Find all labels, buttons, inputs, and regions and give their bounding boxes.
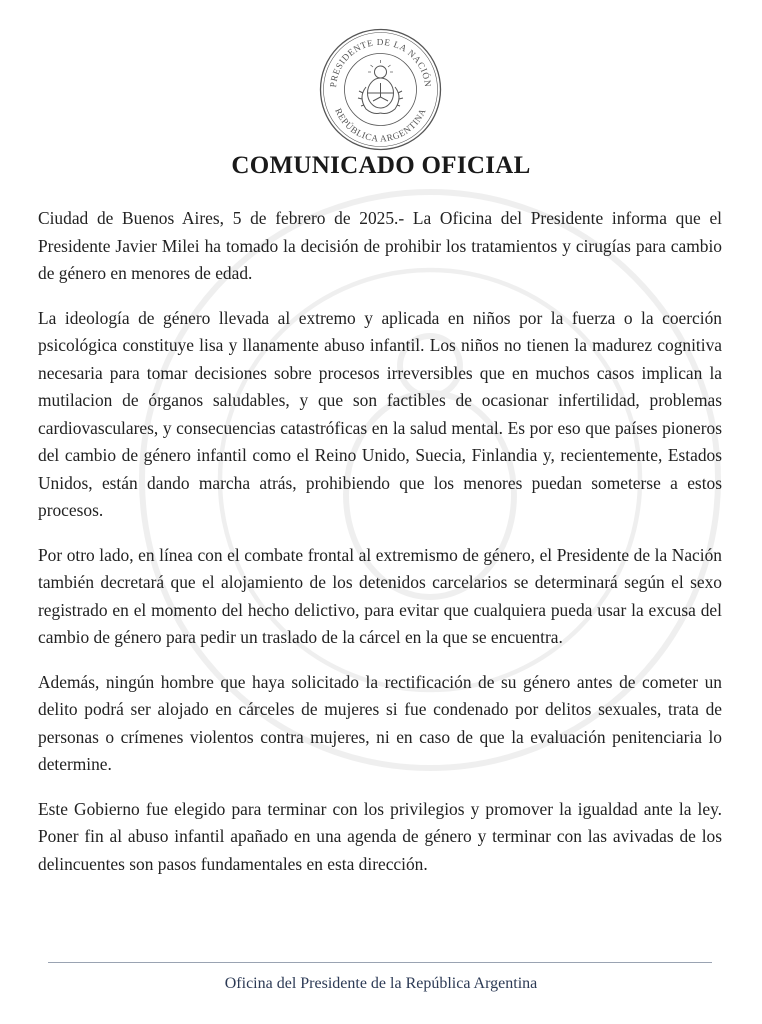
presidential-seal-icon: [318, 27, 443, 152]
seal-ring-bottom-text: REPÚBLICA ARGENTINA: [333, 106, 428, 144]
seal-ring-top-text: PRESIDENTE DE LA NACIÓN: [327, 36, 434, 88]
paragraph: Por otro lado, en línea con el combate frontal al extremismo de género, el Presidente de la Nación también decretará que el alojamiento de los detenidos carcelarios se determinará según el sexo registrado en el momento del hecho delictivo, para evitar que cualquiera pueda usar la excusa del cambio de género para pedir un traslado de la cárcel en la que se encuentra.: [38, 544, 722, 647]
paragraph: Este Gobierno fue elegido para terminar con los privilegios y promover la igualdad ante la ley. Poner fin al abuso infantil apañado en una agenda de género y terminar con las avivadas de los delincuentes son pasos fundamentales en esta dirección.: [38, 798, 722, 874]
coat-of-arms-icon: [358, 60, 403, 114]
footer-divider: [48, 962, 712, 963]
footer-text: Oficina del Presidente de la República Argentina: [224, 975, 538, 992]
document-body: [38, 205, 722, 895]
page-title: COMUNICADO OFICIAL: [231, 152, 531, 179]
paragraph: La ideología de género llevada al extremo y aplicada en niños por la fuerza o la coerción psicológica constituye lisa y llanamente abuso infantil. Los niños no tienen la madurez cognitiva necesaria para tomar decisiones sobre procesos irreversibles que en muchos casos implican la mutilacion de órganos saludables, y que son factibles de ocasionar infertilidad, problemas cardiovasculares, y consecuencias catastróficas en la salud mental. Es por eso que países pioneros del cambio de género infantil como el Reino Unido, Suecia, Finlandia y, recientemente, Estados Unidos, están dando marcha atrás, prohibiendo que los menores puedan someterse a estos procesos.: [38, 307, 722, 520]
paragraph: Ciudad de Buenos Aires, 5 de febrero de 2025.- La Oficina del Presidente informa que el Presidente Javier Milei ha tomado la decisión de prohibir los tratamientos y cirugías para cambio de género en menores de edad.: [38, 208, 722, 283]
paragraph: Además, ningún hombre que haya solicitado la rectificación de su género antes de cometer un delito podrá ser alojado en cárceles de mujeres si fue condenado por delitos sexuales, trata de personas o crímenes violentos contra mujeres, ni en caso de que la evaluación penitenciaria lo determine.: [38, 671, 722, 774]
